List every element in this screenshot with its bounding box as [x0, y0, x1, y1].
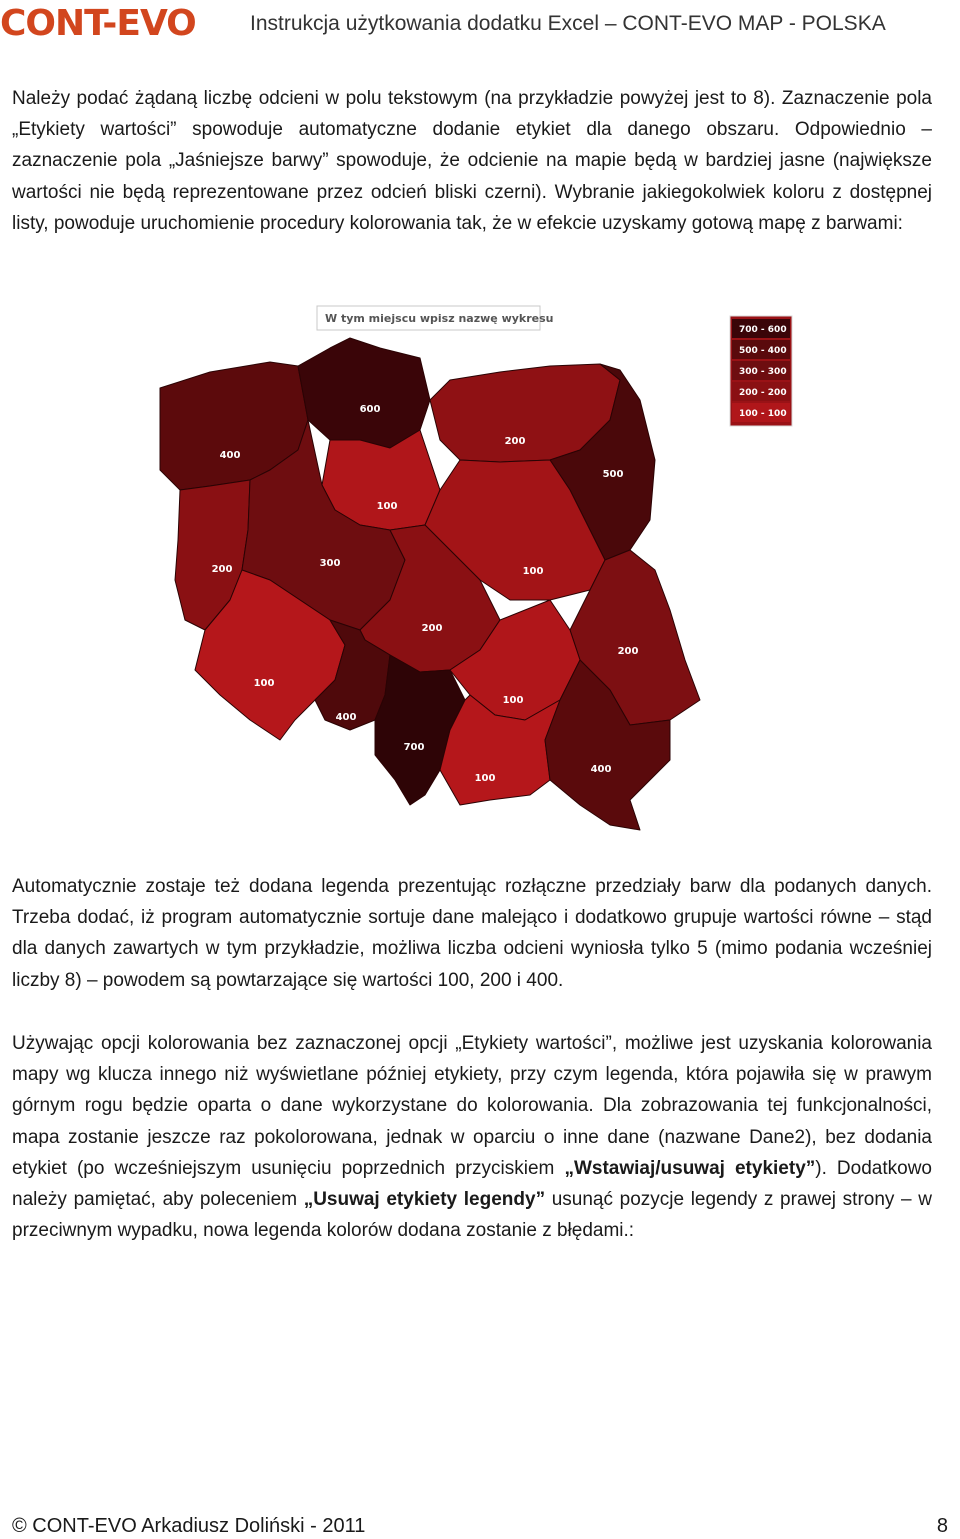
page-header [0, 0, 960, 50]
region-label-dolnoslaskie: 100 [253, 678, 275, 689]
poland-choropleth-map [150, 300, 810, 840]
region-pomorskie[interactable] [298, 338, 430, 448]
legend-item-2: 500 - 400 [739, 346, 787, 356]
document-title: Instrukcja użytkowania dodatku Excel – CONT-EVO MAP - POLSKA [250, 12, 886, 35]
paragraph-intro: Należy podać żądaną liczbę odcieni w polu tekstowym (na przykładzie powyżej jest to 8). Zaznaczenie pola „Etykiety wartości” spowoduje automatyczne dodanie etykiet dla danego obszaru. Odpowiednio – zaznaczenie pola „Jaśniejsze barwy” spowoduje, że odcienie na mapie będą w bardziej jasne (największe wartości nie będą reprezentowane przez odcień bliski czerni). Wybranie jakiegokolwiek koloru z dostępnej listy, powoduje uruchomienie procedury kolorowania tak, że w efekcie uzyskamy gotową mapę z barwami: [12, 88, 932, 234]
region-label-podkarpackie: 400 [590, 764, 612, 775]
region-label-lubelskie: 200 [617, 646, 639, 657]
legend-item-5: 100 - 100 [739, 409, 787, 419]
region-label-podlaskie: 500 [602, 469, 624, 480]
map-legend [730, 316, 792, 426]
legend-item-1: 700 - 600 [739, 325, 787, 335]
page-number: 8 [936, 1515, 948, 1537]
region-label-mazowieckie: 100 [522, 566, 544, 577]
map-title-text: W tym miejscu wpisz nazwę wykresu [325, 312, 554, 325]
region-label-opolskie: 400 [335, 712, 357, 723]
region-label-wielkopolskie: 300 [319, 558, 341, 569]
region-label-zachodniopomorskie: 400 [219, 450, 241, 461]
region-label-lodzkie: 200 [421, 623, 443, 634]
region-label-malopolskie: 100 [474, 773, 496, 784]
paragraph-options [12, 1028, 932, 1246]
legend-item-3: 300 - 300 [739, 367, 787, 377]
region-label-warminsko-mazurskie: 200 [504, 436, 526, 447]
region-label-pomorskie: 600 [359, 404, 381, 415]
map-regions [160, 338, 700, 830]
footer-copyright: © CONT-EVO Arkadiusz Doliński - 2011 [12, 1515, 366, 1537]
region-label-swietokrzyskie: 100 [502, 695, 524, 706]
paragraph-options-part1: Używając opcji kolorowania bez zaznaczonej opcji „Etykiety wartości”, możliwe jest uzyskania kolorowania mapy wg klucza innego niż wyświetlane później etykiety, przy czym legenda, która pojawiła się w prawym górnym rogu będzie oparta o dane wykorzystane do kolorowania. Dla zobrazowania tej funkcjonalności, mapa zostanie jeszcze raz pokolorowana, jednak w oparciu o inne dane (nazwane Dane2), bez dodania etykiet (po wcześniejszym usunięciu poprzednich przyciskiem [12, 1033, 932, 1179]
remove-legend-labels-command: „Usuwaj etykiety legendy” [303, 1189, 546, 1211]
legend-item-4: 200 - 200 [739, 388, 787, 398]
paragraph-options-part3: usunąć pozycje legendy z prawej strony – w przeciwnym wypadku, nowa legenda kolorów dodana zostanie z błędami.: [12, 1189, 932, 1242]
paragraph-legend: Automatycznie zostaje też dodana legenda prezentując rozłączne przedziały barw dla podanych danych. Trzeba dodać, iż program automatycznie sortuje dane malejąco i dodatkowo grupuje wartości równe – stąd dla danych zawartych w tym przykładzie, możliwa liczba odcieni wyniosła tylko 5 (mimo podania wcześniej liczby 8) – powodem są powtarzające się wartości 100, 200 i 400. [12, 876, 932, 991]
region-label-slaskie: 700 [403, 742, 425, 753]
insert-remove-labels-command: „Wstawiaj/usuwaj etykiety” [564, 1157, 816, 1179]
region-label-kujawsko-pomorskie: 100 [376, 501, 398, 512]
region-label-lubuskie: 200 [211, 564, 233, 575]
map-svg [150, 300, 810, 840]
paragraph-options-part2: ). Dodatkowo należy pamiętać, aby poleceniem [12, 1157, 932, 1211]
cont-evo-logo: CONT-EVO [0, 3, 196, 44]
map-title-box[interactable] [317, 306, 553, 330]
